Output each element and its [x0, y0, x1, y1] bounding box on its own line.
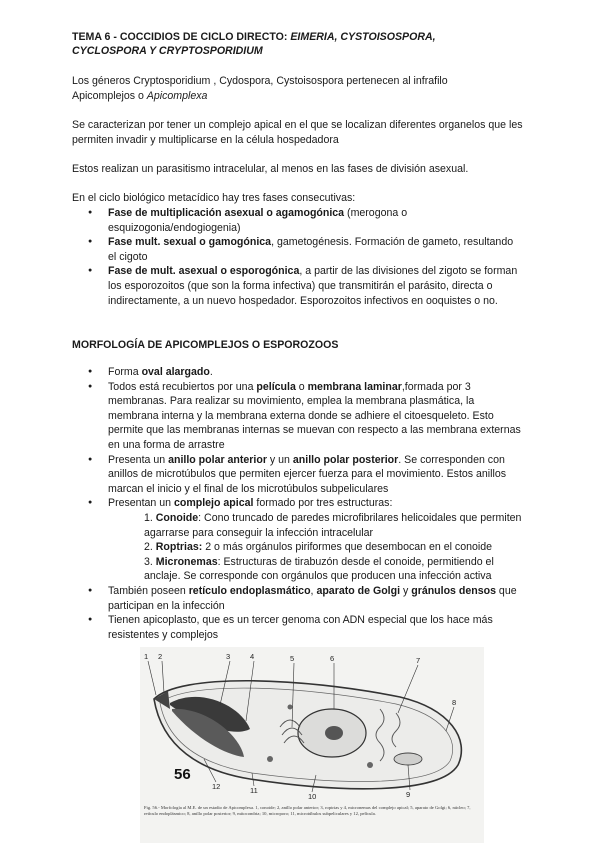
intro-paragraph-3: Estos realizan un parasitismo intracelular, al menos en las fases de división asexual.: [72, 163, 469, 175]
granule: [288, 705, 293, 710]
granule: [267, 756, 273, 762]
figure-label-1: 1: [144, 652, 149, 661]
figure-label-4: 4: [250, 652, 255, 661]
figure-caption: Fig. 56.- Morfología al M.E. de un estadio de Apicomplexa. 1, conoide; 2, anillo polar anterior; 3, roptrias y 4, micronemas del complejo apical; 5, aparato de Golgi; 6, núcleo; 7, retículo endoplásmico; 8, anillo polar posterior; 9, mitocondria; 10, microporo; 11, microtúbulos subpeliculares y 12, película.: [144, 805, 471, 816]
figure-label-11: 11: [250, 786, 258, 795]
list-item: ● Tienen apicoplasto, que es un tercer genoma con ADN especial que los hace más resistentes y complejos: [72, 613, 524, 642]
intro-paragraph-2: Se caracterizan por tener un complejo apical en el que se localizan diferentes organelos que les permiten invadir y multiplicarse en la célula hospedadora: [72, 119, 523, 146]
figure-label-7: 7: [416, 656, 421, 665]
figure-label-5: 5: [290, 654, 295, 663]
nucleolus-shape: [325, 726, 343, 740]
figure-number: 56: [174, 766, 191, 783]
apical-complex-sublist: [108, 511, 524, 584]
figure-label-12: 12: [212, 782, 221, 791]
figure-label-8: 8: [452, 698, 457, 707]
mitochondria-shape: [394, 753, 422, 765]
list-item: ● También poseen retículo endoplasmático, aparato de Golgi y gránulos densos que participan en la infección: [72, 584, 524, 613]
figure-label-6: 6: [330, 654, 335, 663]
morphology-list: [72, 365, 524, 642]
intro-paragraph-1: Los géneros Cryptosporidium , Cydospora, Cystoisospora pertenecen al infrafilo Apicomplejos o Apicomplexa: [72, 75, 448, 102]
figure-label-3: 3: [226, 652, 231, 661]
sublist-item: 2. Roptrias: 2 o más orgánulos piriformes que desembocan en el conoide: [144, 541, 493, 554]
figure-label-2: 2: [158, 652, 163, 661]
list-item: ● Presentan un complejo apical formado por tres estructuras: 1. Conoide: Cono truncado de paredes microfibrilares helicoidales que permiten agarrarse para conseguir la infección intracelular 2. Roptrias: 2 o más orgánulos piriformes que desembocan en el conoide 3. Micronemas: Estructuras de tirabuzón desde el conoide, permitiendo el anclaje. Se corresponde con orgánulos que producen una infección activa: [72, 496, 524, 584]
sublist-item: 1. Conoide: Cono truncado de paredes microfibrilares helicoidales que permiten agarrarse para conseguir la infección intracelular: [144, 511, 522, 539]
list-item: ● Todos está recubiertos por una película o membrana laminar,formada por 3 membranas. Para realizar su movimiento, emplea la membrana plasmática, la membrana interna y la membrana externa donde se adhiere el citoesqueleto. Esto permite que las membranas internas se muevan con respecto a las membrana externas en una forma de arrastre: [72, 380, 524, 453]
apicomplexa-figure: [140, 647, 484, 843]
list-item: ● Presenta un anillo polar anterior y un anillo polar posterior. Se corresponden con anillos de microtúbulos que permiten ejercer fuerza para el movimiento. Estos anillos marcan el inicio y el final de los microtúbulos subpeliculares: [72, 453, 524, 497]
sublist-item: 3. Micronemas: Estructuras de tirabuzón desde el conoide, permitiendo el anclaje. Se corresponde con orgánulos que producen una infección activa: [144, 555, 494, 583]
figure-caption-container: [144, 805, 480, 841]
figure-label-10: 10: [308, 792, 317, 801]
section-heading: MORFOLOGÍA DE APICOMPLEJOS O ESPOROZOOS: [72, 339, 339, 351]
phases-list: [72, 206, 524, 308]
granule: [367, 762, 373, 768]
list-item: ● Fase de multiplicación asexual o agamogónica (merogona o esquizogonia/endogiogenia): [72, 206, 524, 235]
intro-paragraph-4: En el ciclo biológico metacídico hay tres fases consecutivas:: [72, 192, 356, 204]
list-item: ● Fase de mult. asexual o esporogónica, a partir de las divisiones del zigoto se forman los esporozoitos (que son la forma infectiva) que transmitirán el parásito, directa o indirectamente, a un nuevo hospedador. Esporozoitos infectivos en ooquistes o no.: [72, 264, 524, 308]
document-title: TEMA 6 - COCCIDIOS DE CICLO DIRECTO: EIMERIA, CYSTOISOSPORA, CYCLOSPORA Y CRYPTOSPORIDIUM: [72, 31, 436, 57]
figure-label-9: 9: [406, 790, 411, 799]
list-item: ● Forma oval alargado.: [72, 365, 524, 380]
list-item: ● Fase mult. sexual o gamogónica, gametogénesis. Formación de gameto, resultando el cigoto: [72, 235, 524, 264]
